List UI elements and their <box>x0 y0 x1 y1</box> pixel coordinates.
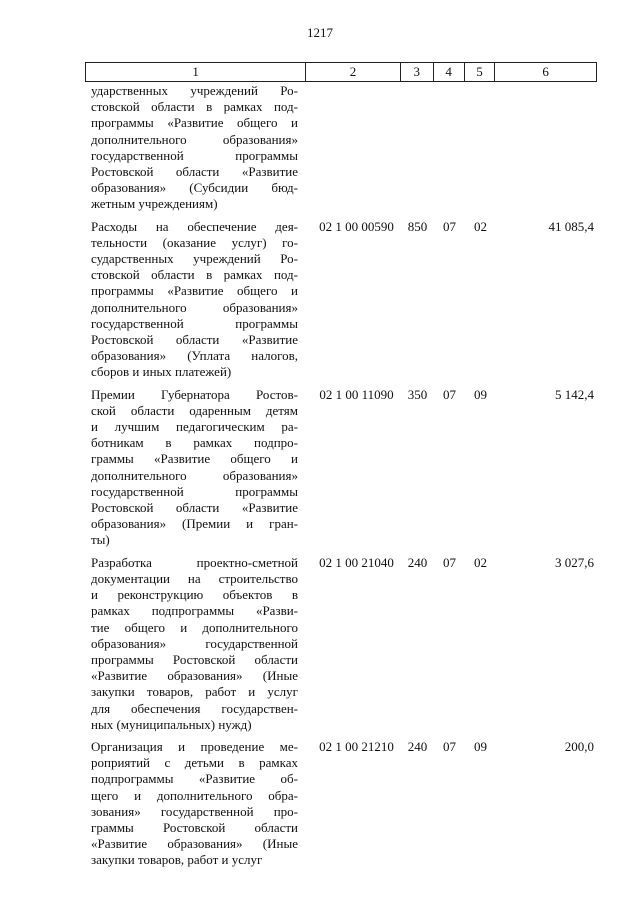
description-line: для обеспечения государствен- <box>91 700 298 716</box>
description-line: подпрограммы «Развитие об- <box>91 771 298 787</box>
row-description <box>85 739 306 869</box>
row-pr: 09 <box>474 738 487 754</box>
description-line: дополнительного образования» <box>91 467 298 483</box>
description-line: стовской области в рамках под- <box>91 267 298 283</box>
description-line: Ростовской области «Развитие <box>91 164 298 180</box>
description-line: ударственных учреждений Ро- <box>91 83 298 98</box>
row-rz: 07 <box>443 218 456 234</box>
row-pr: 09 <box>474 386 487 402</box>
row-sum: 3 027,6 <box>555 554 594 570</box>
description-line: образования» государственной <box>91 635 298 651</box>
description-line: Ростовской области «Развитие <box>91 332 298 348</box>
row-description <box>85 387 306 549</box>
table-row <box>85 387 597 549</box>
description-line: зования» государственной про- <box>91 803 298 819</box>
description-line: граммы «Развитие общего и <box>91 451 298 467</box>
description-line: государственной программы <box>91 315 298 331</box>
description-line: ных (муниципальных) нужд) <box>91 716 252 732</box>
description-line: образования» (Премии и гран- <box>91 516 298 532</box>
description-line: дополнительного образования» <box>91 131 298 147</box>
description-line: закупки товаров, работ и услуг <box>91 852 263 868</box>
description-line: государственной программы <box>91 147 298 163</box>
row-code: 02 1 00 00590 <box>319 218 394 234</box>
description-line: щего и дополнительного обра- <box>91 787 298 803</box>
description-line: программы «Развитие общего и <box>91 115 298 131</box>
table-row <box>85 219 597 381</box>
row-rz: 07 <box>443 554 456 570</box>
table-header <box>85 62 597 82</box>
header-col-5: 5 <box>465 63 496 81</box>
description-line: образования» (Уплата налогов, <box>91 348 298 364</box>
table-body <box>85 83 597 869</box>
description-line: Организация и проведение ме- <box>91 738 298 754</box>
description-line: Премии Губернатора Ростов- <box>91 386 298 402</box>
description-line: жетным учреждениям) <box>91 196 218 212</box>
description-line: ты) <box>91 532 110 548</box>
row-vr: 850 <box>407 218 428 234</box>
row-vr: 240 <box>407 554 428 570</box>
row-description <box>85 83 306 213</box>
row-pr: 02 <box>474 554 487 570</box>
description-line: образования» (Субсидии бюд- <box>91 180 298 196</box>
description-line: государственной программы <box>91 483 298 499</box>
row-code: 02 1 00 21040 <box>319 554 394 570</box>
description-line: программы «Развитие общего и <box>91 283 298 299</box>
table-row <box>85 83 597 213</box>
row-sum: 200,0 <box>564 738 594 754</box>
row-rz: 07 <box>443 386 456 402</box>
description-line: «Развитие образования» (Иные <box>91 668 298 684</box>
description-line: рамках подпрограммы «Разви- <box>91 603 298 619</box>
row-code: 02 1 00 11090 <box>319 386 394 402</box>
description-line: Расходы на обеспечение дея- <box>91 218 298 234</box>
table-row <box>85 739 597 869</box>
row-vr: 350 <box>407 386 428 402</box>
description-line: стовской области в рамках под- <box>91 99 298 115</box>
header-col-1: 1 <box>86 63 306 81</box>
header-col-6: 6 <box>542 64 549 79</box>
header-col-4: 4 <box>434 63 465 81</box>
description-line: закупки товаров, работ и услуг <box>91 684 298 700</box>
description-line: граммы Ростовской области <box>91 819 298 835</box>
row-description <box>85 219 306 381</box>
description-line: и лучшим педагогическим ра- <box>91 419 298 435</box>
description-line: роприятий с детьми в рамках <box>91 755 298 771</box>
row-vr: 240 <box>407 738 428 754</box>
description-line: тельности (оказание услуг) го- <box>91 234 298 250</box>
row-rz: 07 <box>443 738 456 754</box>
description-line: и реконструкцию объектов в <box>91 587 298 603</box>
row-description <box>85 555 306 733</box>
description-line: Ростовской области «Развитие <box>91 500 298 516</box>
description-line: сборов и иных платежей) <box>91 364 232 380</box>
header-col-3: 3 <box>401 63 434 81</box>
description-line: дополнительного образования» <box>91 299 298 315</box>
row-code: 02 1 00 21210 <box>319 738 394 754</box>
table-row <box>85 555 597 733</box>
description-line: ботникам в рамках подпро- <box>91 435 298 451</box>
header-col-2: 2 <box>306 63 401 81</box>
description-line: тие общего и дополнительного <box>91 619 298 635</box>
row-sum: 41 085,4 <box>548 218 594 234</box>
description-line: программы Ростовской области <box>91 651 298 667</box>
page-number: 1217 <box>307 25 333 40</box>
description-line: ской области одаренным детям <box>91 402 298 418</box>
description-line: Разработка проектно-сметной <box>91 554 298 570</box>
description-line: «Развитие образования» (Иные <box>91 836 298 852</box>
description-line: сударственных учреждений Ро- <box>91 251 298 267</box>
row-pr: 02 <box>474 218 487 234</box>
description-line: документации на строительство <box>91 570 298 586</box>
row-sum: 5 142,4 <box>555 386 594 402</box>
